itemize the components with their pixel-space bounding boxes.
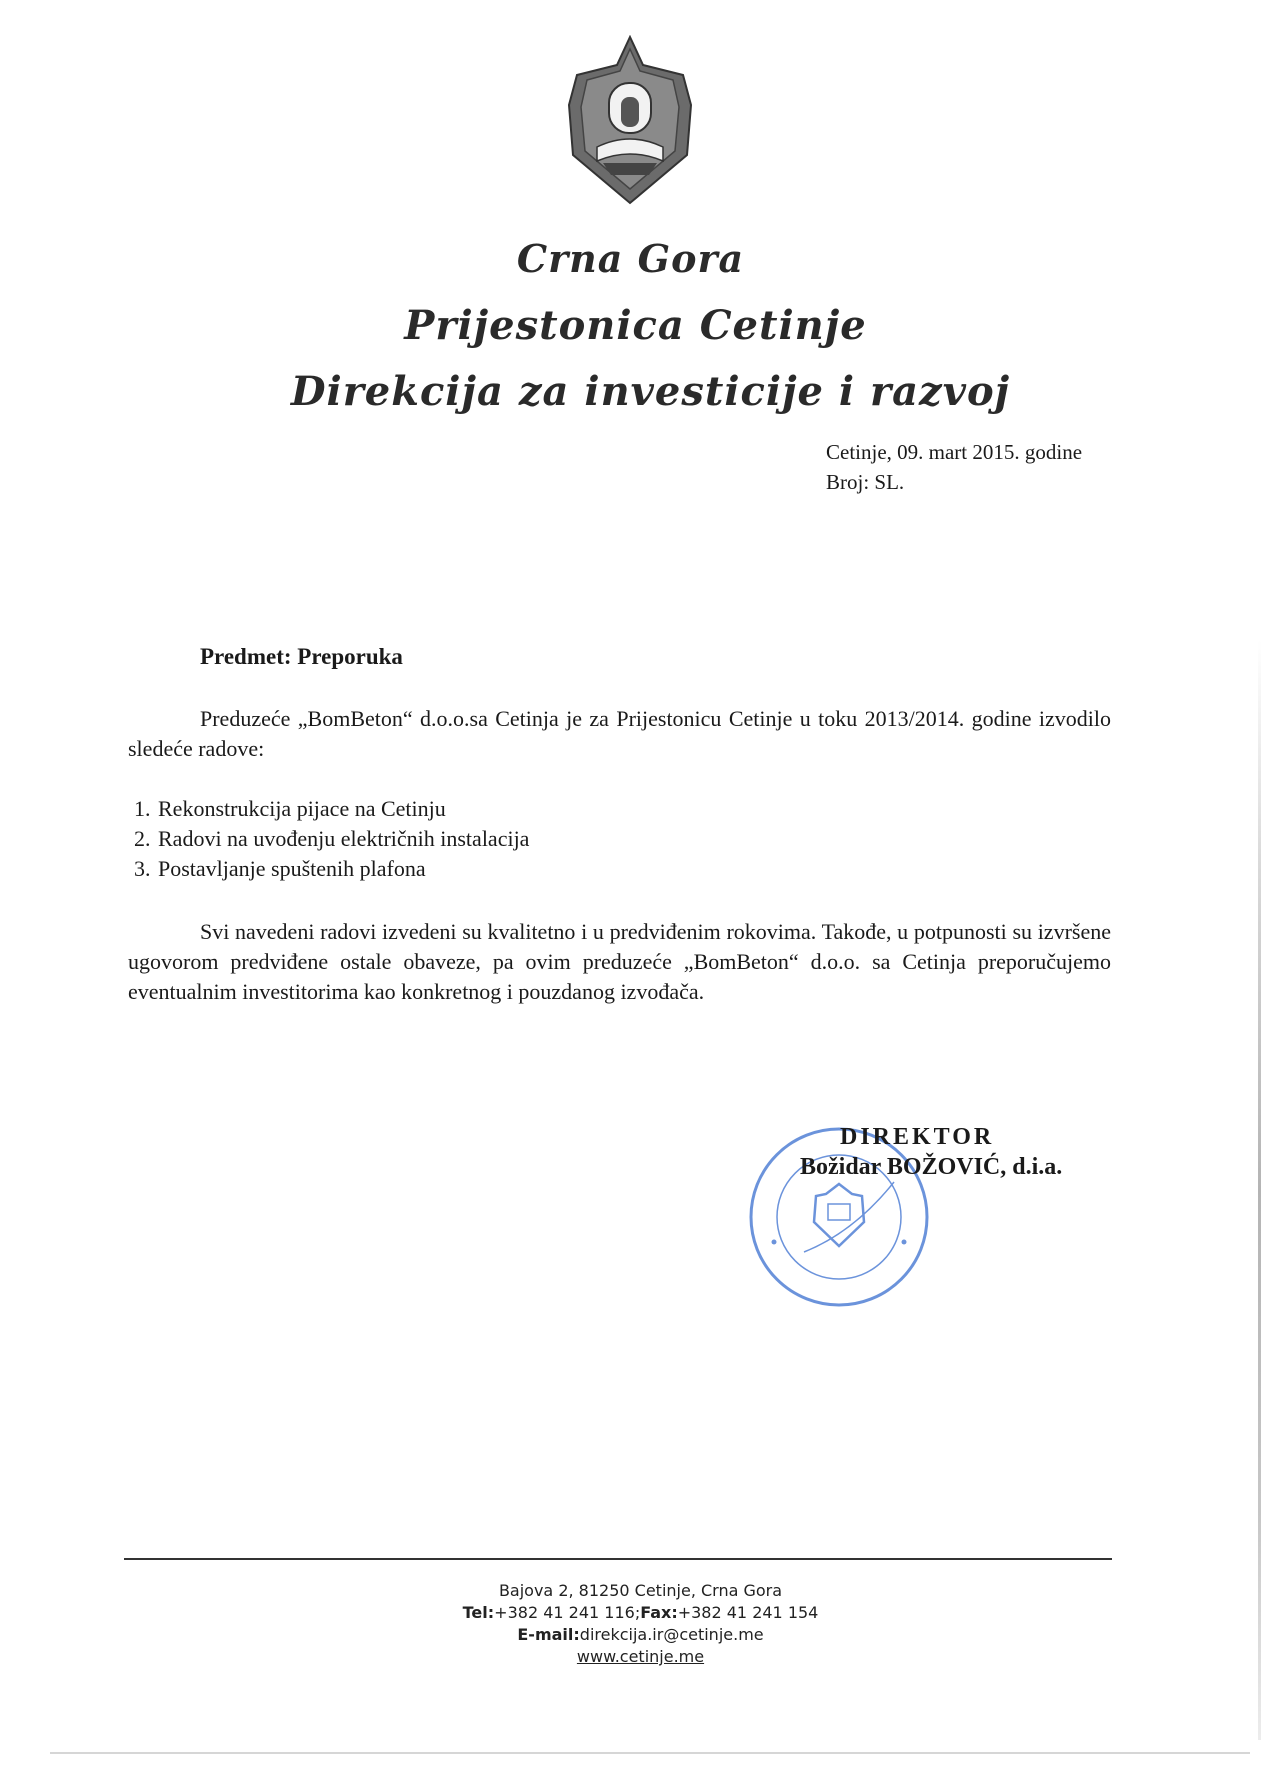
intro-text: Preduzeće „BomBeton“ d.o.o.sa Cetinja je za Prijestonicu Cetinje u toku 2013/2014. godine izvodilo sledeće radove: xyxy=(128,706,1111,761)
footer-divider xyxy=(124,1558,1112,1560)
conclusion-text: Svi navedeni radovi izvedeni su kvalitetno i u predviđenim rokovima. Takođe, u potpunosti su izvršene ugovorom predviđene ostale obaveze, pa ovim preduzeće „BomBeton“ d.o.o. sa Cetinja preporučujemo eventualnim investitorima kao konkretnog i pouzdanog izvođača. xyxy=(128,919,1111,1004)
letter-number: Broj: SL. xyxy=(826,470,905,494)
scan-edge-right xyxy=(1258,640,1261,1740)
footer-address: Bajova 2, 81250 Cetinje, Crna Gora xyxy=(498,1581,783,1600)
conclusion-paragraph xyxy=(128,917,1111,1007)
list-item: 2. Radovi na uvođenju električnih instalacija xyxy=(134,826,530,851)
signature-name: Božidar BOŽOVIĆ, d.i.a. xyxy=(800,1154,1063,1180)
works-list xyxy=(134,794,529,884)
header-country: Crna Gora xyxy=(516,236,745,281)
header-directorate: Direkcija za investicije i razvoj xyxy=(290,368,1011,415)
list-item: 1. Rekonstrukcija pijace na Cetinju xyxy=(134,796,446,821)
intro-paragraph xyxy=(128,704,1111,764)
letter-date: Cetinje, 09. mart 2015. godine xyxy=(826,440,1083,464)
list-item: 3. Postavljanje spuštenih plafona xyxy=(134,856,426,881)
footer-email-line: E-mail:direkcija.ir@cetinje.me xyxy=(517,1625,764,1644)
signature-block xyxy=(800,1122,1062,1182)
footer-phone-line: Tel:+382 41 241 116;Fax:+382 41 241 154 xyxy=(462,1603,819,1622)
footer-website-link[interactable]: www.cetinje.me xyxy=(576,1647,705,1666)
letter-subject: Predmet: Preporuka xyxy=(200,644,403,669)
scan-edge-bottom xyxy=(50,1752,1250,1754)
signature-title: DIREKTOR xyxy=(840,1124,995,1150)
header-municipality: Prijestonica Cetinje xyxy=(404,302,867,349)
footer-email[interactable]: direkcija.ir@cetinje.me xyxy=(579,1625,764,1644)
coat-of-arms-icon xyxy=(563,35,697,207)
footer xyxy=(0,1580,1281,1668)
date-block xyxy=(826,437,1082,497)
